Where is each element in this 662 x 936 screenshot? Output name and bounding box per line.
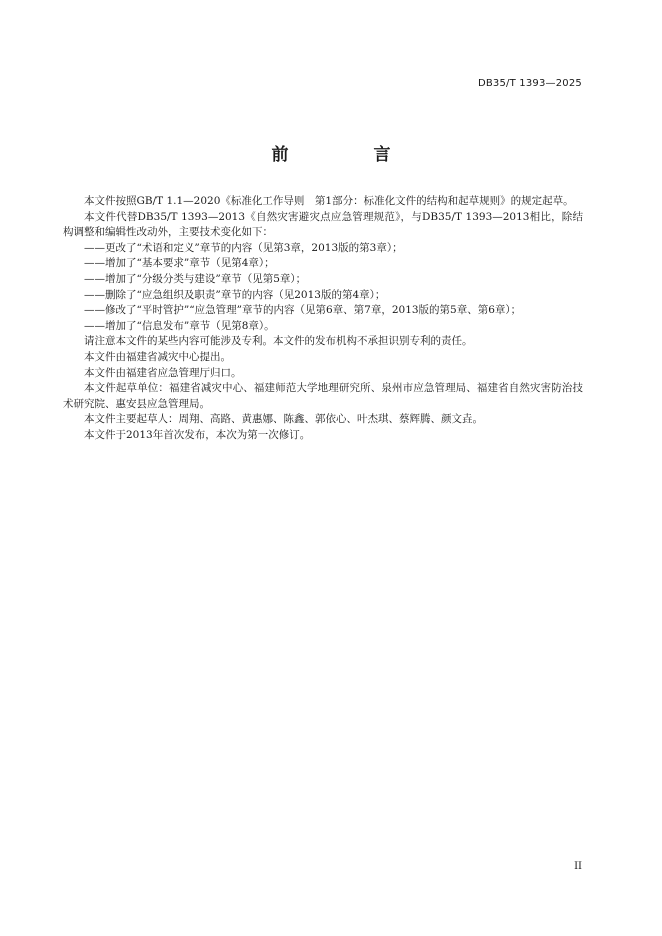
change-item-classification: ——增加了“分级分类与建设”章节（见第5章）； — [84, 272, 307, 285]
paragraph-drafters: 本文件主要起草人：周翔、高路、黄惠娜、陈鑫、郭依心、叶杰琪、蔡辉腾、颜文垚。 — [84, 413, 483, 426]
foreword-body — [63, 194, 583, 444]
paragraph-proposer: 本文件由福建省减灾中心提出。 — [84, 350, 231, 363]
page-title: 前 言 — [271, 145, 425, 165]
change-item-deleted-organization: ——删除了“应急组织及职责”章节的内容（见2013版的第4章）； — [84, 288, 386, 301]
paragraph-replacement: 本文件代替DB35/T 1393—2013《自然灾害避灾点应急管理规范》，与DB35/T 1393—2013相比，除结构调整和编辑性改动外，主要技术变化如下： — [63, 210, 583, 239]
paragraph-publication-history: 本文件于2013年首次发布，本次为第一次修订。 — [84, 428, 311, 441]
change-item-information-release: ——增加了“信息发布”章节（见第8章）。 — [84, 319, 275, 332]
change-item-basic-requirements: ——增加了“基本要求”章节（见第4章）； — [84, 257, 275, 270]
paragraph-drafting-units: 本文件起草单位：福建省减灾中心、福建师范大学地理研究所、泉州市应急管理局、福建省自然灾害防治技术研究院、惠安县应急管理局。 — [63, 382, 583, 410]
document-code: DB35/T 1393—2025 — [477, 78, 582, 89]
paragraph-drafting-rules: 本文件按照GB/T 1.1—2020《标准化工作导则 第1部分：标准化文件的结构和起草规则》的规定起草。 — [84, 195, 574, 207]
page-number: II — [574, 861, 582, 872]
paragraph-administrator: 本文件由福建省应急管理厅归口。 — [84, 366, 242, 379]
paragraph-patent-notice: 请注意本文件的某些内容可能涉及专利。本文件的发布机构不承担识别专利的责任。 — [84, 335, 473, 348]
change-item-modified-management: ——修改了“平时管护”“应急管理”章节的内容（见第6章、第7章，2013版的第5章、第6章）； — [84, 304, 522, 317]
change-item-terms: ——更改了“术语和定义”章节的内容（见第3章，2013版的第3章）； — [84, 241, 403, 254]
